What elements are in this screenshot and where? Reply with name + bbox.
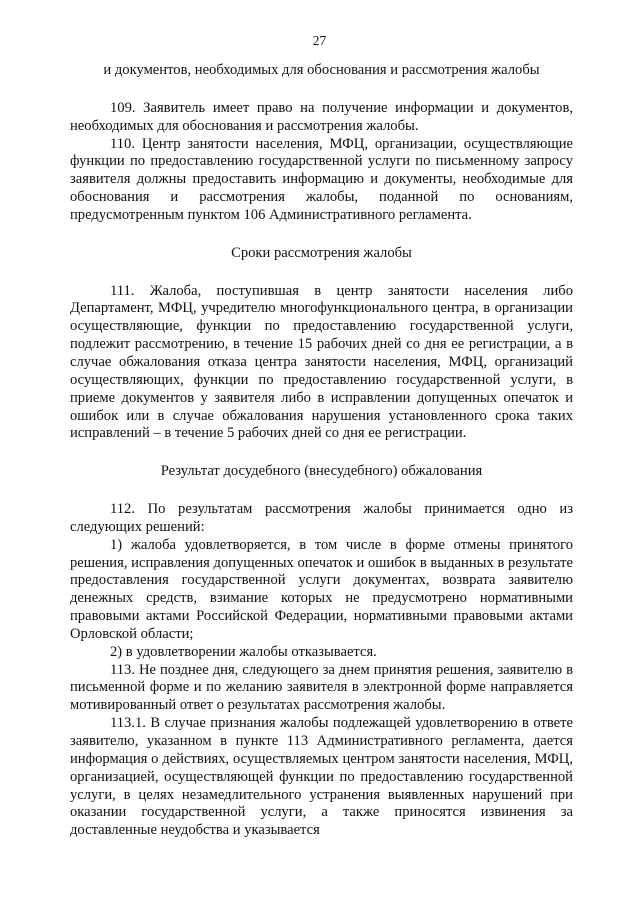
section-heading-appeal-result: Результат досудебного (внесудебного) обжалования	[160, 463, 483, 480]
section-heading-review-terms: Сроки рассмотрения жалобы	[231, 244, 412, 261]
paragraph-112-item-2: 2) в удовлетворении жалобы отказывается.	[110, 643, 377, 660]
paragraph-110: 110. Центр занятости населения, МФЦ, организации, осуществляющие функции по предоставлению государственной услуги по письменному запросу заявителя должны предоставить информацию и документы, необходимые для обоснования и рассмотрения жалобы, поданной по основаниям, предусмотренным пунктом 106 Административного регламента.	[70, 135, 573, 223]
section-heading-documents: и документов, необходимых для обоснования и рассмотрения жалобы	[103, 62, 540, 78]
document-body	[70, 62, 573, 840]
paragraph-112: 112. По результатам рассмотрения жалобы принимается одно из следующих решений:	[70, 501, 573, 535]
paragraph-112-item-1: 1) жалоба удовлетворяется, в том числе в форме отмены принятого решения, исправления допущенных опечаток и ошибок в выданных в результате предоставления государственной услуги документах, возврата заявителю денежных средств, взимание которых не предусмотрено нормативными правовыми актами Российской Федерации, нормативными правовыми актами Орловской области;	[70, 536, 573, 642]
paragraph-113: 113. Не позднее дня, следующего за днем принятия решения, заявителю в письменной форме и по желанию заявителя в электронной форме направляется мотивированный ответ о результатах рассмотрения жалобы.	[70, 661, 573, 714]
paragraph-113-1: 113.1. В случае признания жалобы подлежащей удовлетворению в ответе заявителю, указанном в пункте 113 Административного регламента, дается информация о действиях, осуществляемых центром занятости населения, МФЦ, организацией, осуществляющей функции по предоставлению государственной услуги, в целях незамедлительного устранения выявленных нарушений при оказании государственной услуги, а также приносятся извинения за доставленные неудобства и указывается	[70, 715, 573, 839]
spacer	[70, 80, 573, 100]
paragraph-111: 111. Жалоба, поступившая в центр занятости населения либо Департамент, МФЦ, учредителю многофункционального центра, в организации осуществляющие, функции по предоставлению государственной услуги, подлежит рассмотрению, в течение 15 рабочих дней со дня ее регистрации, а в случае обжалования отказа центра занятости населения, МФЦ, организаций осуществляющих, функции по предоставлению государственной услуги, в приеме документов у заявителя либо в исправлении допущенных опечаток и ошибок или в случае обжалования нарушения установленного срока таких исправлений – в течение 5 рабочих дней со дня ее регистрации.	[70, 282, 573, 442]
page-number: 27	[312, 33, 327, 48]
paragraph-109: 109. Заявитель имеет право на получение информации и документов, необходимых для обоснования и рассмотрения жалобы.	[70, 99, 573, 134]
